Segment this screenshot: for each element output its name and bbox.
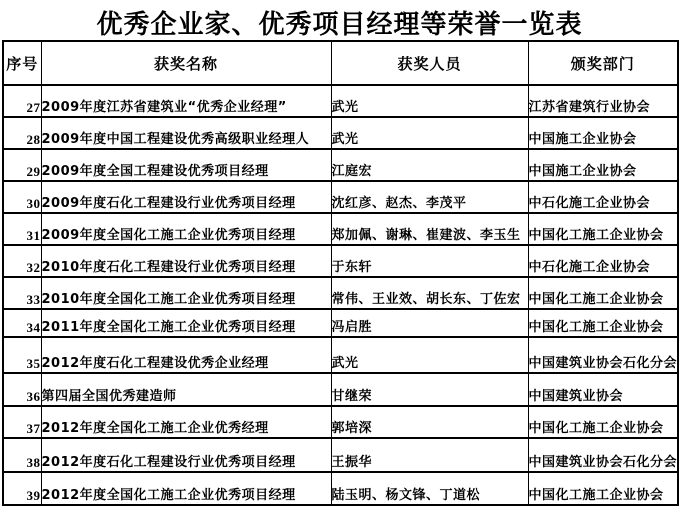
table-row <box>3 373 678 406</box>
cell-award: 2012年度全国化工施工企业优秀项目经理 <box>41 472 331 505</box>
cell-people: 武光 <box>331 85 528 117</box>
cell-dept: 中石化施工企业协会 <box>528 181 678 213</box>
cell-people: 武光 <box>331 337 528 373</box>
cell-award: 2009年度全国化工施工企业优秀项目经理 <box>41 213 331 245</box>
cell-award: 2012年度石化工程建设优秀企业经理 <box>41 337 331 373</box>
cell-people: 常伟、王业效、胡长东、丁佐宏 <box>331 277 528 309</box>
cell-dept: 中国化工施工企业协会 <box>528 213 678 245</box>
cell-no: 29 <box>3 149 41 181</box>
cell-people: 郑加佩、谢琳、崔建波、李玉生 <box>331 213 528 245</box>
cell-dept: 江苏省建筑行业协会 <box>528 85 678 117</box>
cell-award: 2012年度全国化工施工企业优秀经理 <box>41 406 331 438</box>
cell-people: 武光 <box>331 117 528 149</box>
cell-award: 2009年度江苏省建筑业“优秀企业经理” <box>41 85 331 117</box>
cell-no: 39 <box>3 472 41 505</box>
cell-no: 35 <box>3 337 41 373</box>
cell-dept: 中国建筑业协会石化分会 <box>528 337 678 373</box>
cell-people: 甘继荣 <box>331 373 528 406</box>
table-row <box>3 149 678 181</box>
cell-dept: 中国化工施工企业协会 <box>528 309 678 337</box>
header-people: 获奖人员 <box>331 41 528 85</box>
cell-no: 32 <box>3 245 41 277</box>
table-row <box>3 309 678 337</box>
table-row <box>3 337 678 373</box>
cell-people: 冯启胜 <box>331 309 528 337</box>
table-row <box>3 213 678 245</box>
cell-no: 28 <box>3 117 41 149</box>
cell-people: 郭培深 <box>331 406 528 438</box>
honors-table <box>2 40 679 506</box>
cell-award: 2009年度石化工程建设行业优秀项目经理 <box>41 181 331 213</box>
cell-no: 38 <box>3 438 41 472</box>
table-row <box>3 438 678 472</box>
cell-no: 30 <box>3 181 41 213</box>
cell-dept: 中国施工企业协会 <box>528 149 678 181</box>
cell-dept: 中石化施工企业协会 <box>528 245 678 277</box>
table-row <box>3 181 678 213</box>
cell-no: 34 <box>3 309 41 337</box>
table-row <box>3 245 678 277</box>
cell-no: 31 <box>3 213 41 245</box>
cell-dept: 中国化工施工企业协会 <box>528 406 678 438</box>
cell-dept: 中国化工施工企业协会 <box>528 472 678 505</box>
header-no: 序号 <box>3 41 41 85</box>
cell-dept: 中国施工企业协会 <box>528 117 678 149</box>
cell-people: 陆玉明、杨文锋、丁道松 <box>331 472 528 505</box>
table-row <box>3 406 678 438</box>
cell-people: 王振华 <box>331 438 528 472</box>
cell-people: 于东轩 <box>331 245 528 277</box>
cell-no: 27 <box>3 85 41 117</box>
cell-award: 2010年度石化工程建设行业优秀项目经理 <box>41 245 331 277</box>
header-dept: 颁奖部门 <box>528 41 678 85</box>
table-row <box>3 472 678 505</box>
cell-award: 2009年度中国工程建设优秀高级职业经理人 <box>41 117 331 149</box>
table-row <box>3 117 678 149</box>
table-row <box>3 85 678 117</box>
cell-people: 沈红彦、赵杰、李茂平 <box>331 181 528 213</box>
cell-dept: 中国建筑业协会 <box>528 373 678 406</box>
cell-dept: 中国化工施工企业协会 <box>528 277 678 309</box>
page-title: 优秀企业家、优秀项目经理等荣誉一览表 <box>96 10 583 40</box>
cell-award: 2012年度石化工程建设行业优秀项目经理 <box>41 438 331 472</box>
cell-award: 第四届全国优秀建造师 <box>41 373 331 406</box>
cell-no: 36 <box>3 373 41 406</box>
cell-no: 33 <box>3 277 41 309</box>
header-row <box>3 41 678 85</box>
cell-award: 2009年度全国工程建设优秀项目经理 <box>41 149 331 181</box>
cell-dept: 中国建筑业协会石化分会 <box>528 438 678 472</box>
cell-award: 2011年度全国化工施工企业优秀项目经理 <box>41 309 331 337</box>
table-row <box>3 277 678 309</box>
cell-people: 江庭宏 <box>331 149 528 181</box>
header-award: 获奖名称 <box>41 41 331 85</box>
cell-no: 37 <box>3 406 41 438</box>
cell-award: 2010年度全国化工施工企业优秀项目经理 <box>41 277 331 309</box>
